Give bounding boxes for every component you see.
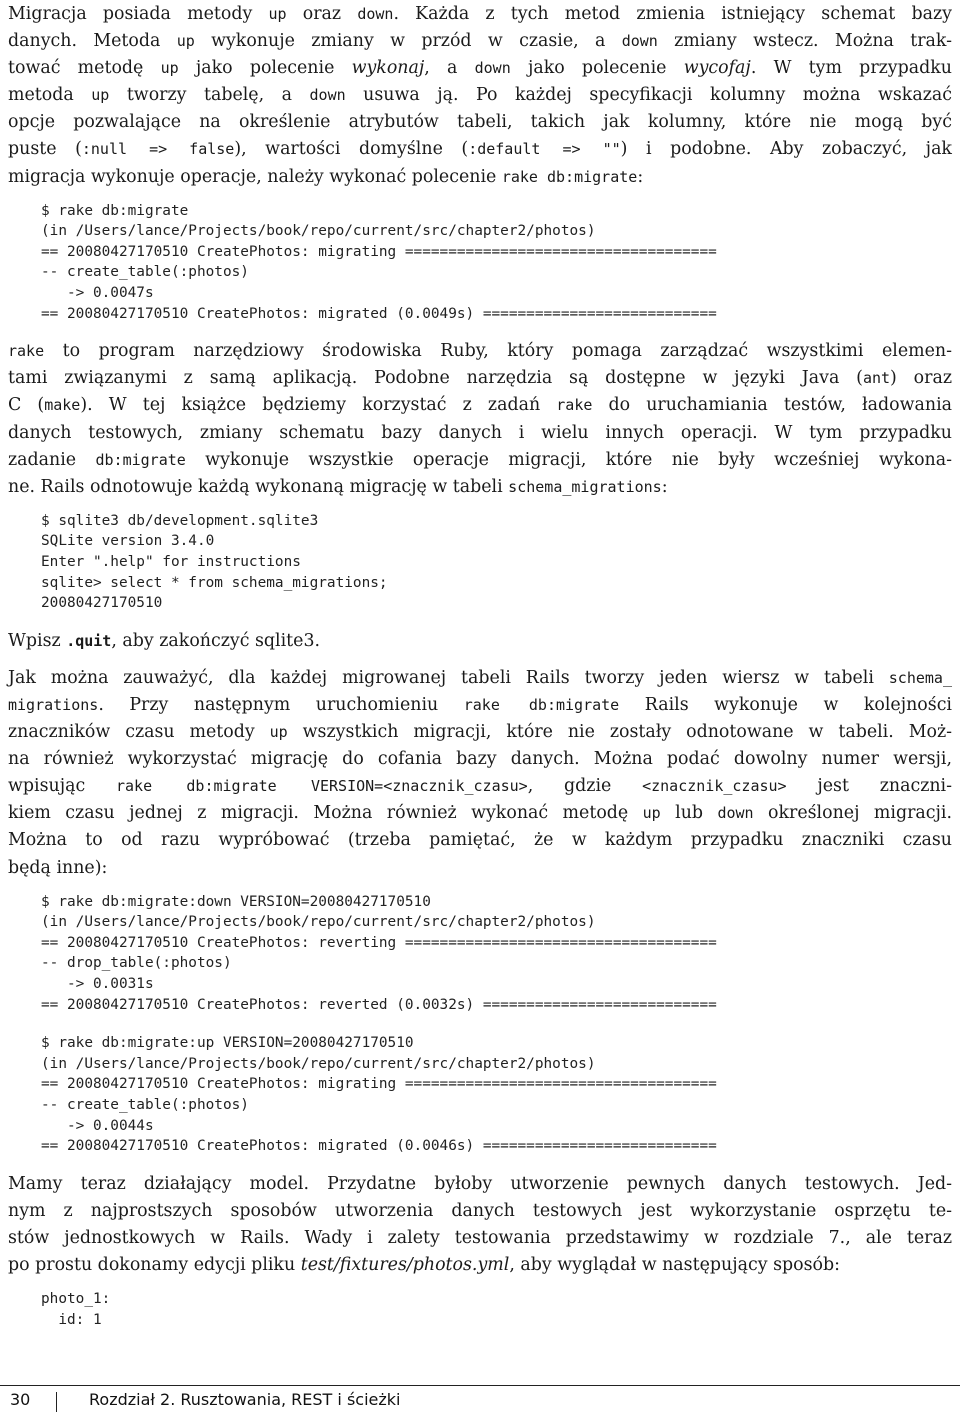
text-line: Można to od razu wypróbować (trzeba pamiętać, że w każdym przypadku znaczniki czasu [8,830,952,851]
paragraph-fixtures [8,1171,952,1279]
text-line: tować metodę up jako polecenie wykonaj, a down jako polecenie wycofaj. W tym przypadku [8,58,952,79]
paragraph-quit-hint [8,628,952,655]
page-footer [0,1385,960,1417]
paragraph-migration-methods [8,0,952,191]
code-block-fixture-yaml: photo_1: id: 1 [41,1291,111,1328]
text-line: puste (:null => false), wartości domyślne (:default => "") i podobne. Aby zobaczyć, jak [8,139,952,160]
paragraph-schema-migrations [8,665,952,882]
page-number: 30 [10,1390,31,1409]
text-line: metoda up tworzy tabelę, a down usuwa ją. Po każdej specyfikacji kolumny można wskazać [8,85,952,106]
text-line: C (make). W tej książce będziemy korzystać z zadań rake do uruchamiania testów, ładowania [8,395,953,416]
code-block-sqlite: $ sqlite3 db/development.sqlite3 SQLite version 3.4.0 Enter ".help" for instructions sqlite> select * from schema_migrations; 20080427170510 [41,512,388,612]
text-line: danych. Metoda up wykonuje zmiany w przód w czasie, a down zmiany wstecz. Można trak- [8,31,953,52]
paragraph-rake-description [8,338,952,501]
footer-rule [0,1385,960,1386]
text-line: stów jednostkowych w Rails. Wady i zalety testowania przedstawimy w rozdziale 7., ale teraz [8,1227,952,1248]
code-block-migrate-down: $ rake db:migrate:down VERSION=20080427170510 (in /Users/lance/Projects/book/repo/current/src/chapter2/photos) == 20080427170510 CreatePhotos: reverting ==================================== -- drop_table(:photos) -> 0.0031s == 20080427170510 CreatePhotos: reverted (0.0032s) =========================== [41,893,717,1013]
code-block-rake-migrate: $ rake db:migrate (in /Users/lance/Projects/book/repo/current/src/chapter2/photos) == 20080427170510 CreatePhotos: migrating ==================================== -- create_table(:photos) -> 0.0047s == 20080427170510 CreatePhotos: migrated (0.0049s) =========================== [41,202,717,322]
text-line: danych testowych, zmiany schematu bazy danych i wielu innych operacji. W tym przypadku [8,422,952,443]
text-line: Wpisz .quit, aby zakończyć sqlite3. [8,630,321,651]
text-line: migrations. Przy następnym uruchomieniu rake db:migrate Rails wykonuje w kolejności [8,694,952,715]
text-line: ne. Rails odnotowuje każdą wykonaną migrację w tabeli schema_migrations: [8,476,668,497]
text-line: kiem czasu jednej z migracji. Można również wykonać metodę up lub down określonej migracji. [8,803,952,824]
text-line: wpisując rake db:migrate VERSION=<znacznik_czasu>, gdzie <znacznik_czasu> jest znaczni- [8,776,952,797]
text-line: tami związanymi z samą aplikacją. Podobne narzędzia są dostępne w języki Java (ant) oraz [8,368,952,389]
text-line: będą inne): [8,857,108,878]
text-line: po prostu dokonamy edycji pliku test/fixtures/photos.yml, aby wyglądał w następujący sposób: [8,1255,840,1275]
text-line: Migracja posiada metody up oraz down. Każda z tych metod zmienia istniejący schemat bazy [8,4,952,24]
text-line: znaczników czasu metody up wszystkich migracji, które nie zostały odnotowane w tabeli. Moż- [8,722,953,743]
text-line: zadanie db:migrate wykonuje wszystkie operacje migracji, które nie były wcześniej wykona- [8,449,952,470]
text-line: migracja wykonuje operacje, należy wykonać polecenie rake db:migrate: [8,166,644,187]
text-line: Jak można zauważyć, dla każdej migrowanej tabeli Rails tworzy jeden wiersz w tabeli schema_ [8,667,952,688]
page-content [8,0,952,1330]
chapter-title: Rozdział 2. Rusztowania, REST i ścieżki [89,1390,401,1409]
text-line: rake to program narzędziowy środowiska Ruby, który pomaga zarządzać wszystkimi elemen- [8,341,952,362]
footer-separator [56,1392,57,1412]
code-block-migrate-up: $ rake db:migrate:up VERSION=20080427170510 (in /Users/lance/Projects/book/repo/current/src/chapter2/photos) == 20080427170510 CreatePhotos: migrating ==================================== -- create_table(:photos) -> 0.0044s == 20080427170510 CreatePhotos: migrated (0.0046s) =========================== [41,1035,717,1155]
text-line: Mamy teraz działający model. Przydatne byłoby utworzenie pewnych danych testowych. Jed- [8,1173,952,1194]
text-line: na również wykorzystać migrację do cofania bazy danych. Można podać dowolny numer wersji, [8,749,952,770]
text-line: nym z najprostszych sposobów utworzenia danych testowych jest wykorzystanie osprzętu te- [8,1200,952,1221]
text-line: opcje pozwalające na określenie atrybutów tabeli, takich jak kolumny, które nie mogą być [8,112,952,133]
